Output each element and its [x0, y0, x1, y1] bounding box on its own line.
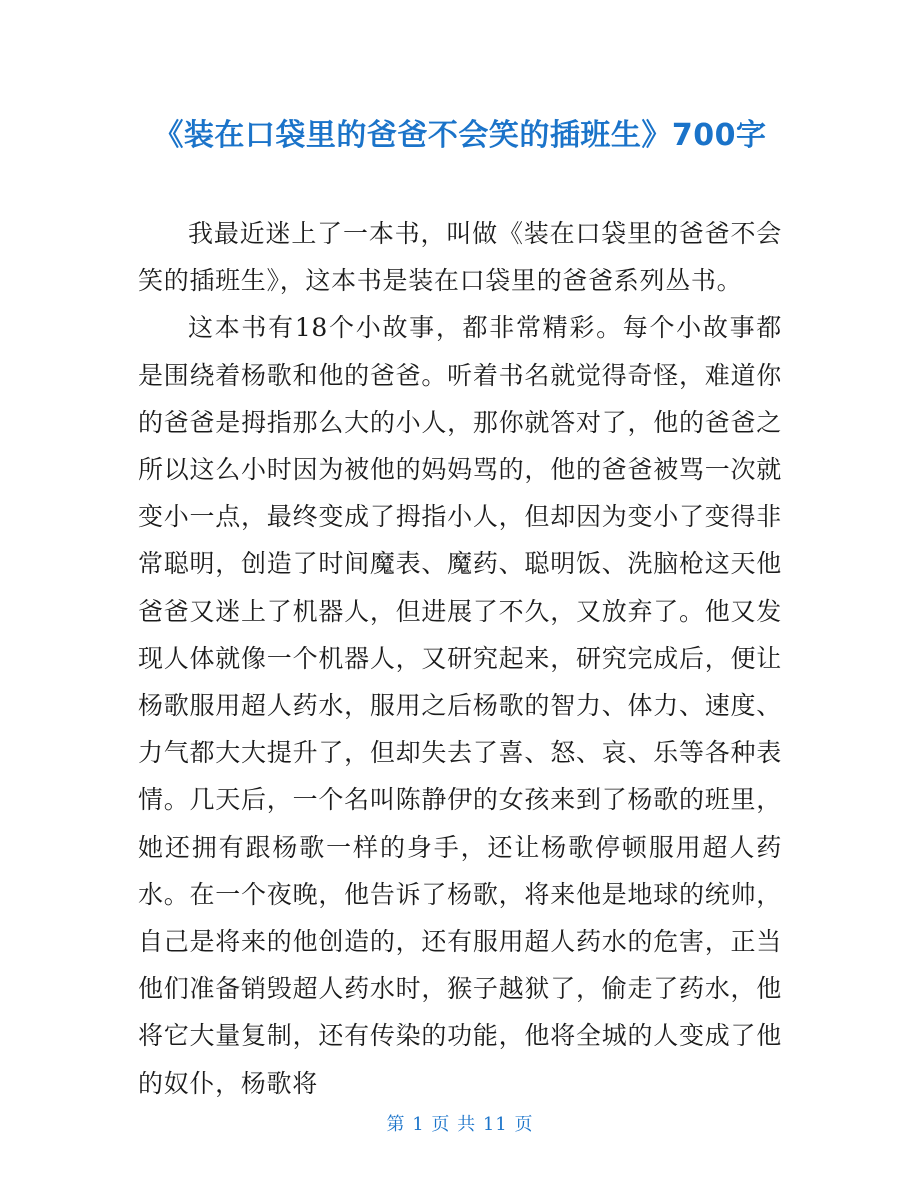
document-body [138, 210, 782, 1107]
paragraph-2: 这本书有18个小故事，都非常精彩。每个小故事都是围绕着杨歌和他的爸爸。听着书名就觉得奇怪，难道你的爸爸是拇指那么大的小人，那你就答对了，他的爸爸之所以这么小时因为被他的妈妈骂的，他的爸爸被骂一次就变小一点，最终变成了拇指小人，但却因为变小了变得非常聪明，创造了时间魔表、魔药、聪明饭、洗脑枪这天他爸爸又迷上了机器人，但进展了不久，又放弃了。他又发现人体就像一个机器人，又研究起来，研究完成后，便让杨歌服用超人药水，服用之后杨歌的智力、体力、速度、力气都大大提升了，但却失去了喜、怒、哀、乐等各种表情。几天后，一个名叫陈静伊的女孩来到了杨歌的班里，她还拥有跟杨歌一样的身手，还让杨歌停顿服用超人药水。在一个夜晚，他告诉了杨歌，将来他是地球的统帅，自己是将来的他创造的，还有服用超人药水的危害，正当他们准备销毁超人药水时，猴子越狱了，偷走了药水，他将它大量复制，还有传染的功能，他将全城的人变成了他的奴仆，杨歌将 [138, 313, 782, 1098]
document-title: 《装在口袋里的爸爸不会笑的插班生》700字 [153, 118, 767, 153]
page-number-footer: 第 1 页 共 11 页 [386, 1114, 534, 1135]
paragraph-1: 我最近迷上了一本书，叫做《装在口袋里的爸爸不会笑的插班生》，这本书是装在口袋里的爸爸系列丛书。 [138, 219, 782, 296]
